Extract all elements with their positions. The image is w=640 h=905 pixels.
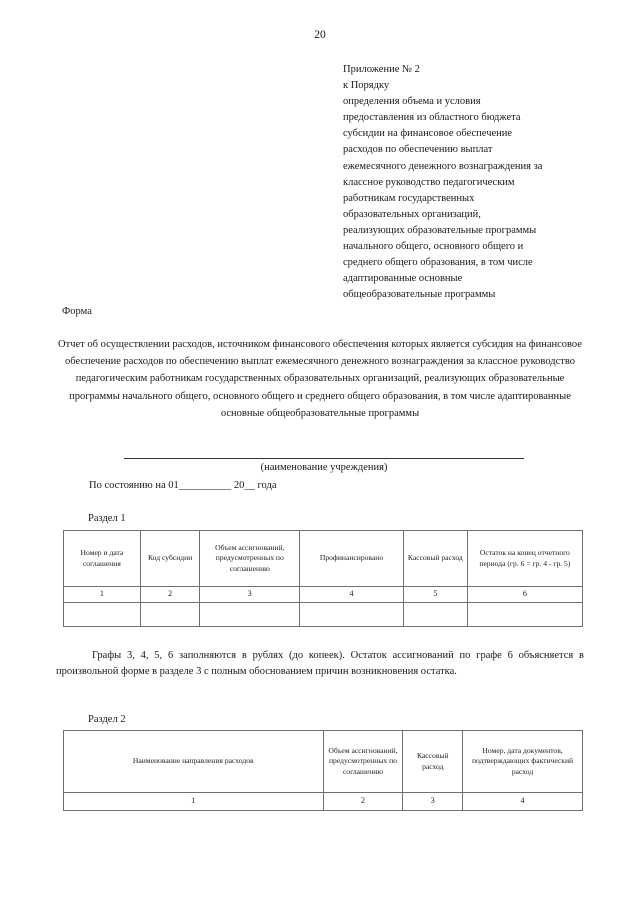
ref-line-10: образовательных организаций,: [343, 208, 481, 220]
ref-line-8: классное руководство педагогическим: [343, 176, 515, 188]
cell-financed[interactable]: [300, 603, 404, 627]
column-header-supporting-documents: Номер, дата документов, подтверждающих фактический расход: [463, 731, 583, 793]
column-header-allocations-volume: Объем ассигнований, предусмотренных по соглашению: [323, 731, 403, 793]
column-number-3: 3: [403, 793, 463, 811]
column-number-2: 2: [140, 587, 200, 603]
table-header-row: [64, 731, 583, 793]
ref-line-7: ежемесячного денежного вознаграждения за: [343, 160, 543, 172]
ref-line-5: субсидии на финансовое обеспечение: [343, 128, 513, 140]
reporting-date-line: По состоянию на 01__________ 20__ года: [89, 480, 277, 491]
column-header-subsidy-code: Код субсидии: [140, 531, 200, 587]
table-row[interactable]: [64, 603, 583, 627]
table-column-number-row: [64, 587, 583, 603]
ref-line-11: реализующих образовательные программы: [343, 224, 537, 236]
column-header-expense-direction: Наименование направления расходов: [64, 731, 324, 793]
cell-cash-expense[interactable]: [403, 603, 467, 627]
column-header-cash-expense: Кассовый расход: [403, 731, 463, 793]
cell-period-balance[interactable]: [467, 603, 582, 627]
ref-line-14: адаптированные основные: [343, 273, 463, 285]
column-number-6: 6: [467, 587, 582, 603]
column-number-5: 5: [403, 587, 467, 603]
page-number: 20: [314, 29, 326, 41]
cell-allocations-volume[interactable]: [200, 603, 300, 627]
ref-line-6: расходов по обеспечению выплат: [343, 144, 493, 156]
ref-line-4: предоставления из областного бюджета: [343, 112, 521, 124]
table-header-row: [64, 531, 583, 587]
institution-name-caption: (наименование учреждения): [260, 462, 388, 473]
column-header-period-balance: Остаток на конец отчетного периода (гр. 6 = гр. 4 - гр. 5): [467, 531, 582, 587]
ref-line-3: определения объема и условия: [343, 96, 481, 108]
section-2-table: [63, 730, 583, 811]
document-title: Отчет об осуществлении расходов, источником финансового обеспечения которых является субсидия на финансовое обеспечение расходов по обеспечению выплат ежемесячного денежного вознаграждения за классное руководство педагогическим работникам государственных образовательных организаций, реализующих образовательные программы начального общего, основного общего и среднего общего образования, в том числе адаптированные основные общеобразовательные программы: [58, 339, 582, 419]
section-2-label: Раздел 2: [88, 714, 126, 725]
appendix-reference-block: [343, 62, 593, 303]
section-1-note: Графы 3, 4, 5, 6 заполняются в рублях (до копеек). Остаток ассигнований по графе 6 объясняется в произвольной форме в разделе 3 с полным обоснованием причин возникновения остатка.: [56, 650, 584, 678]
ref-line-9: работникам государственных: [343, 192, 475, 204]
cell-agreement-number[interactable]: [64, 603, 141, 627]
ref-line-15: общеобразовательные программы: [343, 289, 496, 301]
column-number-1: 1: [64, 793, 324, 811]
institution-name-rule: [124, 458, 524, 459]
column-header-agreement-number: Номер и дата соглашения: [64, 531, 141, 587]
ref-line-13: среднего общего образования, в том числе: [343, 257, 533, 269]
column-number-4: 4: [300, 587, 404, 603]
ref-line-12: начального общего, основного общего и: [343, 241, 524, 253]
section-1-table: [63, 530, 583, 627]
ref-line-1: Приложение № 2: [343, 64, 420, 75]
column-number-3: 3: [200, 587, 300, 603]
cell-subsidy-code[interactable]: [140, 603, 200, 627]
section-1-label: Раздел 1: [88, 513, 126, 524]
column-header-financed: Профинансировано: [300, 531, 404, 587]
column-header-allocations-volume: Объем ассигнований, предусмотренных по соглашению: [200, 531, 300, 587]
column-number-1: 1: [64, 587, 141, 603]
column-number-2: 2: [323, 793, 403, 811]
column-header-cash-expense: Кассовый расход: [403, 531, 467, 587]
ref-line-2: к Порядку: [343, 80, 390, 92]
form-label: Форма: [62, 306, 92, 317]
table-column-number-row: [64, 793, 583, 811]
column-number-4: 4: [463, 793, 583, 811]
